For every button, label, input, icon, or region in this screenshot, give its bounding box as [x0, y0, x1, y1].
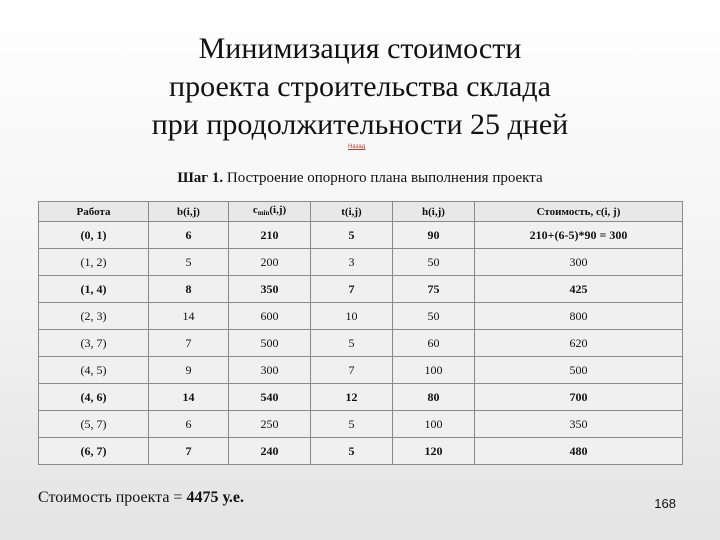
project-cost-value: 4475 у.е. — [186, 489, 244, 506]
cell-h: 50 — [393, 303, 475, 330]
cell-b: 6 — [149, 411, 229, 438]
header-h: h(i,j) — [393, 202, 475, 222]
cell-work: (0, 1) — [39, 222, 149, 249]
cell-cmin: 210 — [229, 222, 311, 249]
cell-cost: 500 — [475, 357, 683, 384]
cell-work: (2, 3) — [39, 303, 149, 330]
header-cmin: cmin(i,j) — [229, 202, 311, 222]
project-table — [38, 201, 683, 465]
cell-work: (4, 5) — [39, 357, 149, 384]
cell-work: (5, 7) — [39, 411, 149, 438]
cell-work: (1, 2) — [39, 249, 149, 276]
cell-b: 7 — [149, 330, 229, 357]
cell-h: 50 — [393, 249, 475, 276]
cell-cmin: 250 — [229, 411, 311, 438]
cell-b: 6 — [149, 222, 229, 249]
cell-t: 7 — [311, 357, 393, 384]
table-row — [39, 303, 683, 330]
cell-t: 5 — [311, 222, 393, 249]
table-row — [39, 357, 683, 384]
cell-b: 5 — [149, 249, 229, 276]
table-row — [39, 276, 683, 303]
cell-b: 14 — [149, 384, 229, 411]
cell-cmin: 500 — [229, 330, 311, 357]
table-row — [39, 411, 683, 438]
table-body — [39, 222, 683, 465]
cell-b: 9 — [149, 357, 229, 384]
table-row — [39, 384, 683, 411]
project-cost — [38, 488, 244, 508]
cell-cmin: 600 — [229, 303, 311, 330]
step-heading — [0, 169, 720, 187]
cell-cmin: 200 — [229, 249, 311, 276]
cell-h: 120 — [393, 438, 475, 465]
cell-cmin: 350 — [229, 276, 311, 303]
cell-cost: 210+(6-5)*90 = 300 — [475, 222, 683, 249]
header-work: Работа — [39, 202, 149, 222]
header-t: t(i,j) — [311, 202, 393, 222]
cell-cost: 350 — [475, 411, 683, 438]
table-header-row — [39, 202, 683, 222]
title-line-1: Минимизация стоимости — [198, 32, 522, 65]
cell-cost: 480 — [475, 438, 683, 465]
cell-t: 3 — [311, 249, 393, 276]
cell-work: (3, 7) — [39, 330, 149, 357]
cell-h: 60 — [393, 330, 475, 357]
cell-cost: 700 — [475, 384, 683, 411]
project-cost-label: Стоимость проекта = — [38, 489, 187, 506]
cell-t: 7 — [311, 276, 393, 303]
cell-t: 5 — [311, 438, 393, 465]
header-cost: Стоимость, c(i, j) — [475, 202, 683, 222]
table-row — [39, 438, 683, 465]
title-line-3: при продолжительности 25 дней — [151, 108, 569, 141]
table-row — [39, 249, 683, 276]
cell-work: (4, 6) — [39, 384, 149, 411]
cell-h: 100 — [393, 357, 475, 384]
cell-cmin: 540 — [229, 384, 311, 411]
cell-cost: 800 — [475, 303, 683, 330]
slide-title — [60, 30, 660, 144]
back-link[interactable]: Назад — [348, 144, 366, 150]
cell-t: 12 — [311, 384, 393, 411]
cell-b: 14 — [149, 303, 229, 330]
page-number: 168 — [654, 496, 676, 511]
cell-work: (6, 7) — [39, 438, 149, 465]
cell-cost: 425 — [475, 276, 683, 303]
cell-h: 100 — [393, 411, 475, 438]
title-line-2: проекта строительства склада — [169, 70, 551, 103]
header-b: b(i,j) — [149, 202, 229, 222]
cell-h: 75 — [393, 276, 475, 303]
table-row — [39, 330, 683, 357]
cell-h: 90 — [393, 222, 475, 249]
cell-cmin: 240 — [229, 438, 311, 465]
cell-b: 7 — [149, 438, 229, 465]
step-number: Шаг 1. — [177, 170, 224, 186]
cell-work: (1, 4) — [39, 276, 149, 303]
cell-b: 8 — [149, 276, 229, 303]
cell-cmin: 300 — [229, 357, 311, 384]
cell-cost: 620 — [475, 330, 683, 357]
cell-t: 10 — [311, 303, 393, 330]
cell-t: 5 — [311, 330, 393, 357]
cell-t: 5 — [311, 411, 393, 438]
cell-cost: 300 — [475, 249, 683, 276]
table-row — [39, 222, 683, 249]
step-text: Построение опорного плана выполнения проекта — [226, 170, 543, 186]
cell-h: 80 — [393, 384, 475, 411]
